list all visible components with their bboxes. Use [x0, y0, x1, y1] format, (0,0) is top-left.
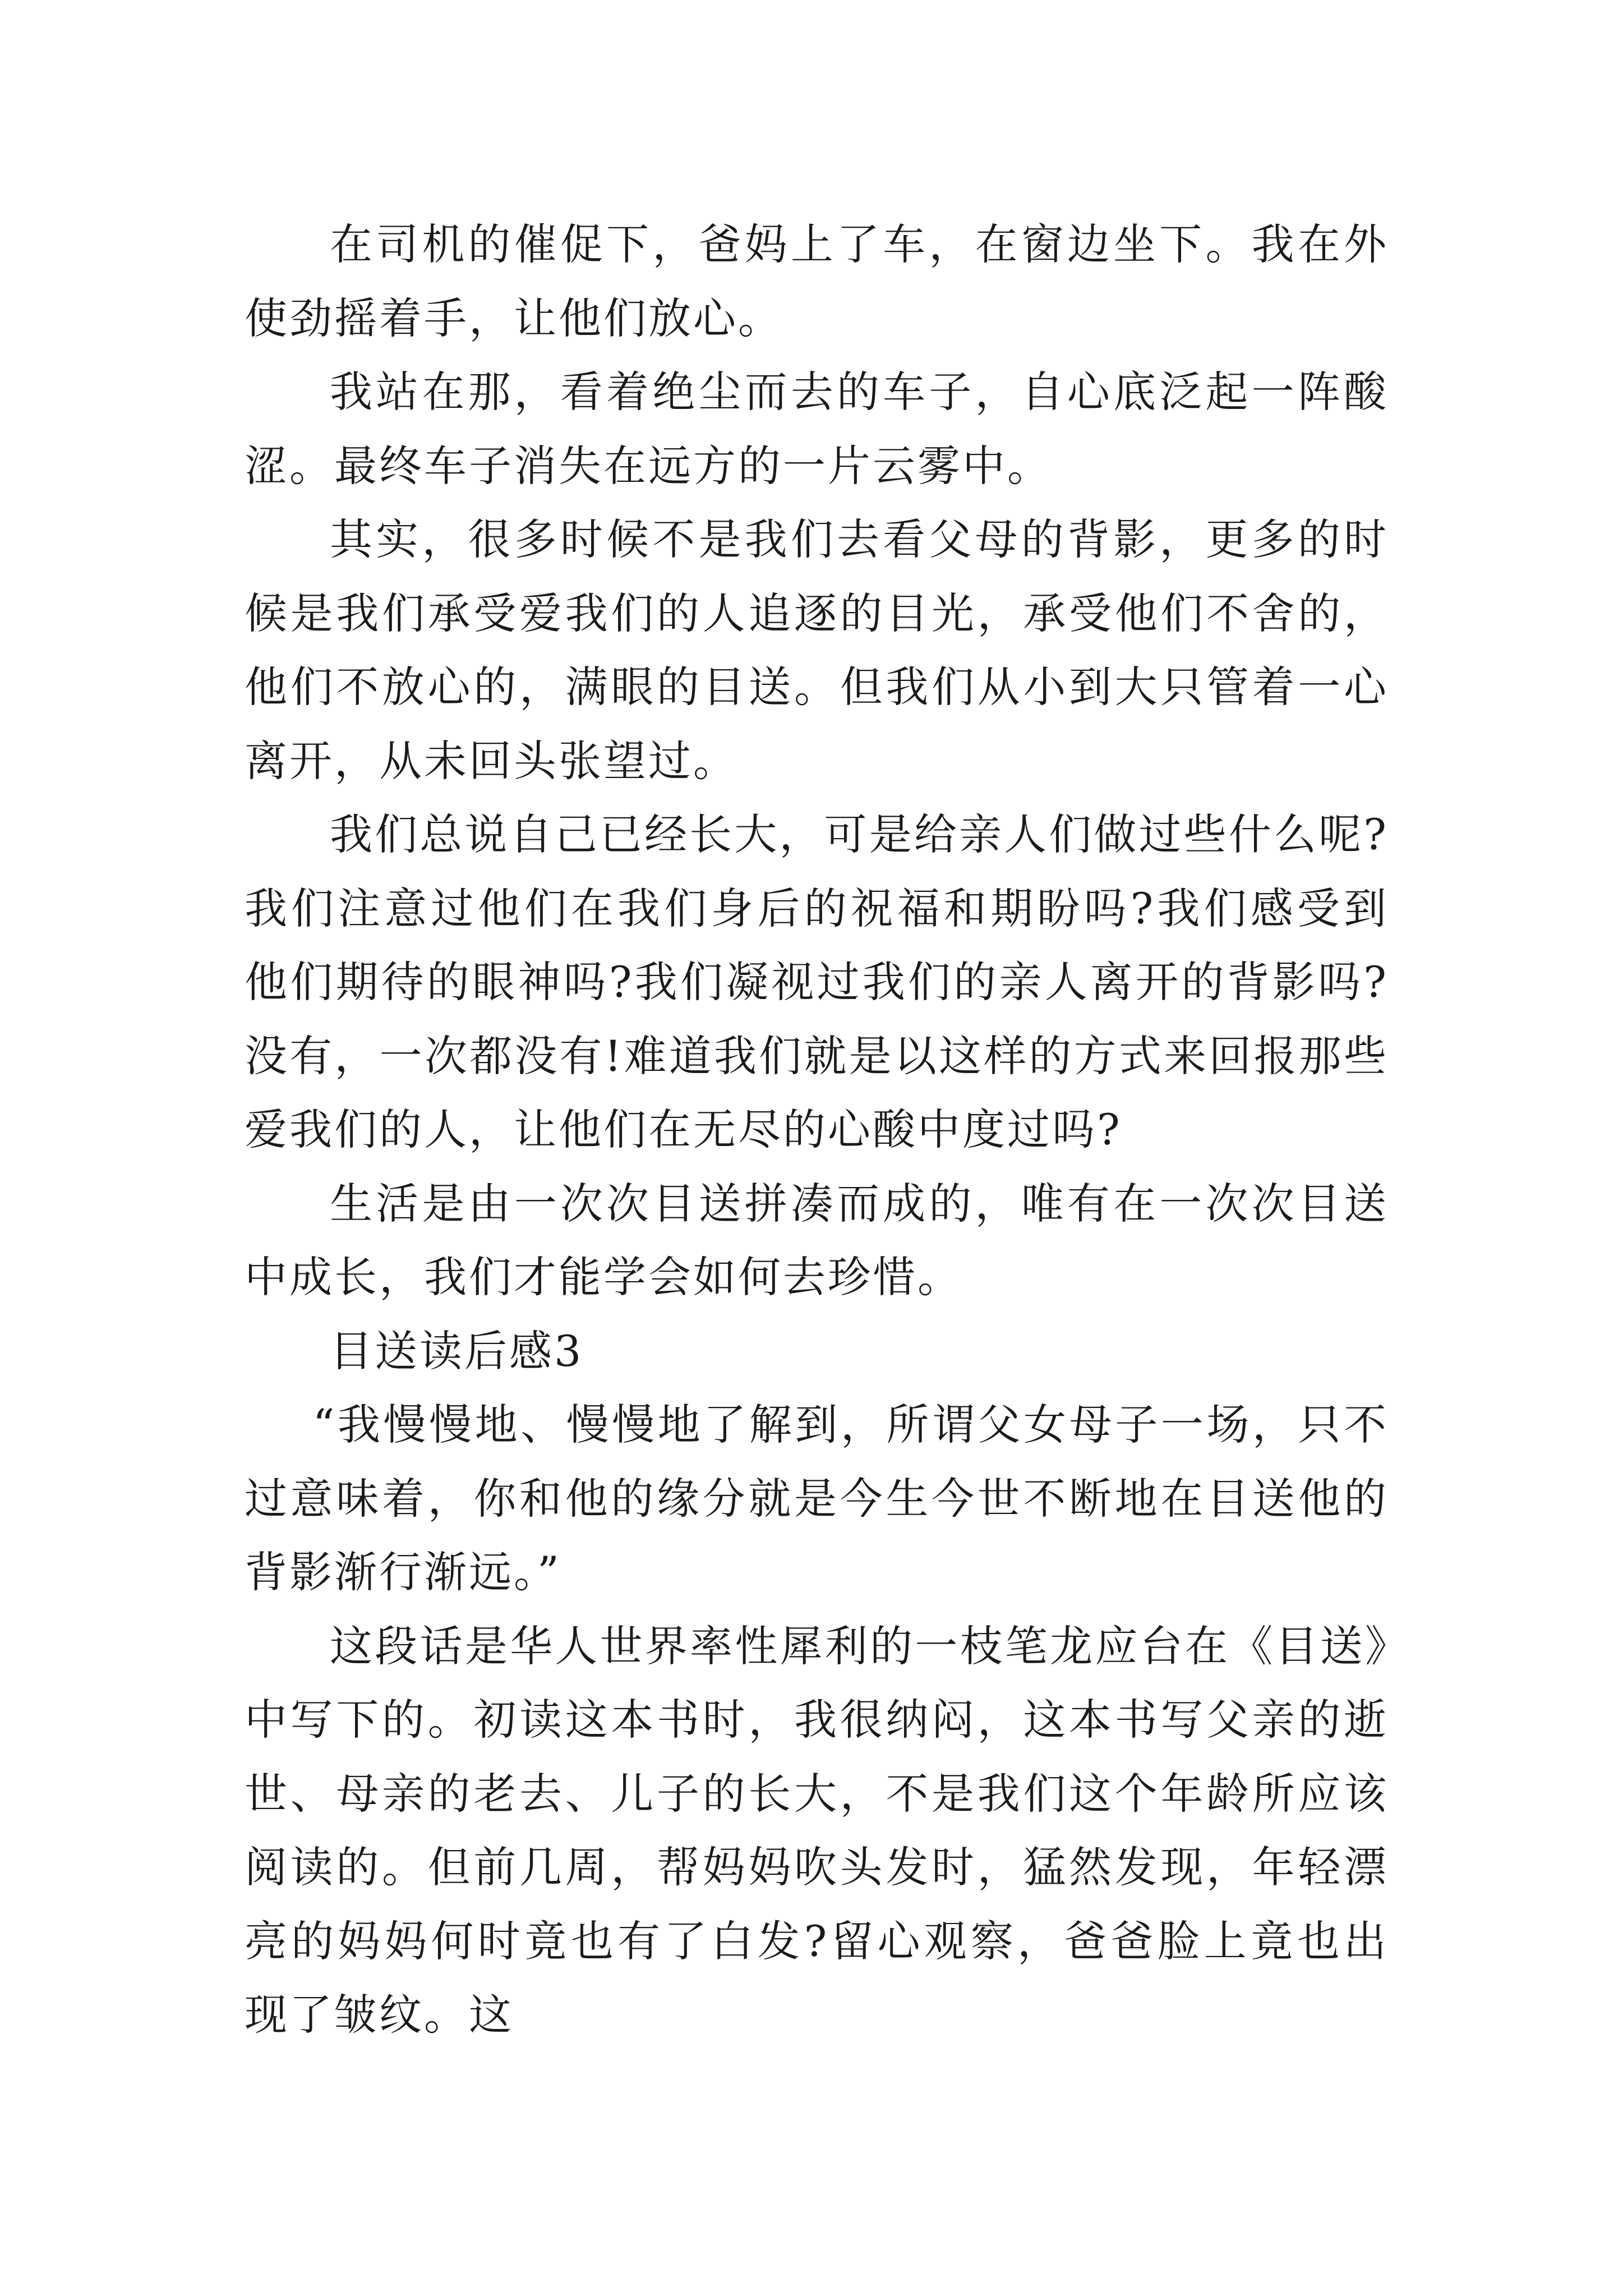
paragraph-reading-reflection: 这段话是华人世界率性犀利的一枝笔龙应台在《目送》中写下的。初读这本书时，我很纳闷，这本书写父亲的逝世、母亲的老去、儿子的长大，不是我们这个年龄所应该阅读的。但前几周，帮妈妈吹头发时，猛然发现，年轻漂亮的妈妈何时竟也有了白发?留心观察，爸爸脸上竟也出现了皱纹。这	[245, 1621, 1389, 2040]
paragraph-rhetorical-questions: 我们总说自己已经长大，可是给亲人们做过些什么呢?我们注意过他们在我们身后的祝福和期盼吗?我们感受到他们期待的眼神吗?我们凝视过我们的亲人离开的背影吗?没有，一次都没有!难道我们就是以这样的方式来回报那些爱我们的人，让他们在无尽的心酸中度过吗?	[245, 809, 1389, 1154]
paragraph-watching-car-leave: 我站在那，看着绝尘而去的车子，自心底泛起一阵酸涩。最终车子消失在远方的一片云雾中。	[245, 367, 1389, 491]
quote-paragraph: “我慢慢地、慢慢地了解到，所谓父女母子一场，只不过意味着，你和他的缘分就是今生今世不断地在目送他的背影渐行渐远。”	[245, 1400, 1389, 1597]
paragraph-being-watched: 其实，很多时候不是我们去看父母的背影，更多的时候是我们承受爱我们的人追逐的目光，承受他们不舍的，他们不放心的，满眼的目送。但我们从小到大只管着一心离开，从未回头张望过。	[245, 514, 1389, 786]
document-body	[245, 208, 1389, 2052]
section-heading: 目送读后感3	[330, 1326, 584, 1376]
paragraph-life-of-farewells: 生活是由一次次目送拼凑而成的，唯有在一次次目送中成长，我们才能学会如何去珍惜。	[245, 1178, 1389, 1302]
paragraph-parents-board-car: 在司机的催促下，爸妈上了车，在窗边坐下。我在外使劲摇着手，让他们放心。	[245, 219, 1389, 343]
